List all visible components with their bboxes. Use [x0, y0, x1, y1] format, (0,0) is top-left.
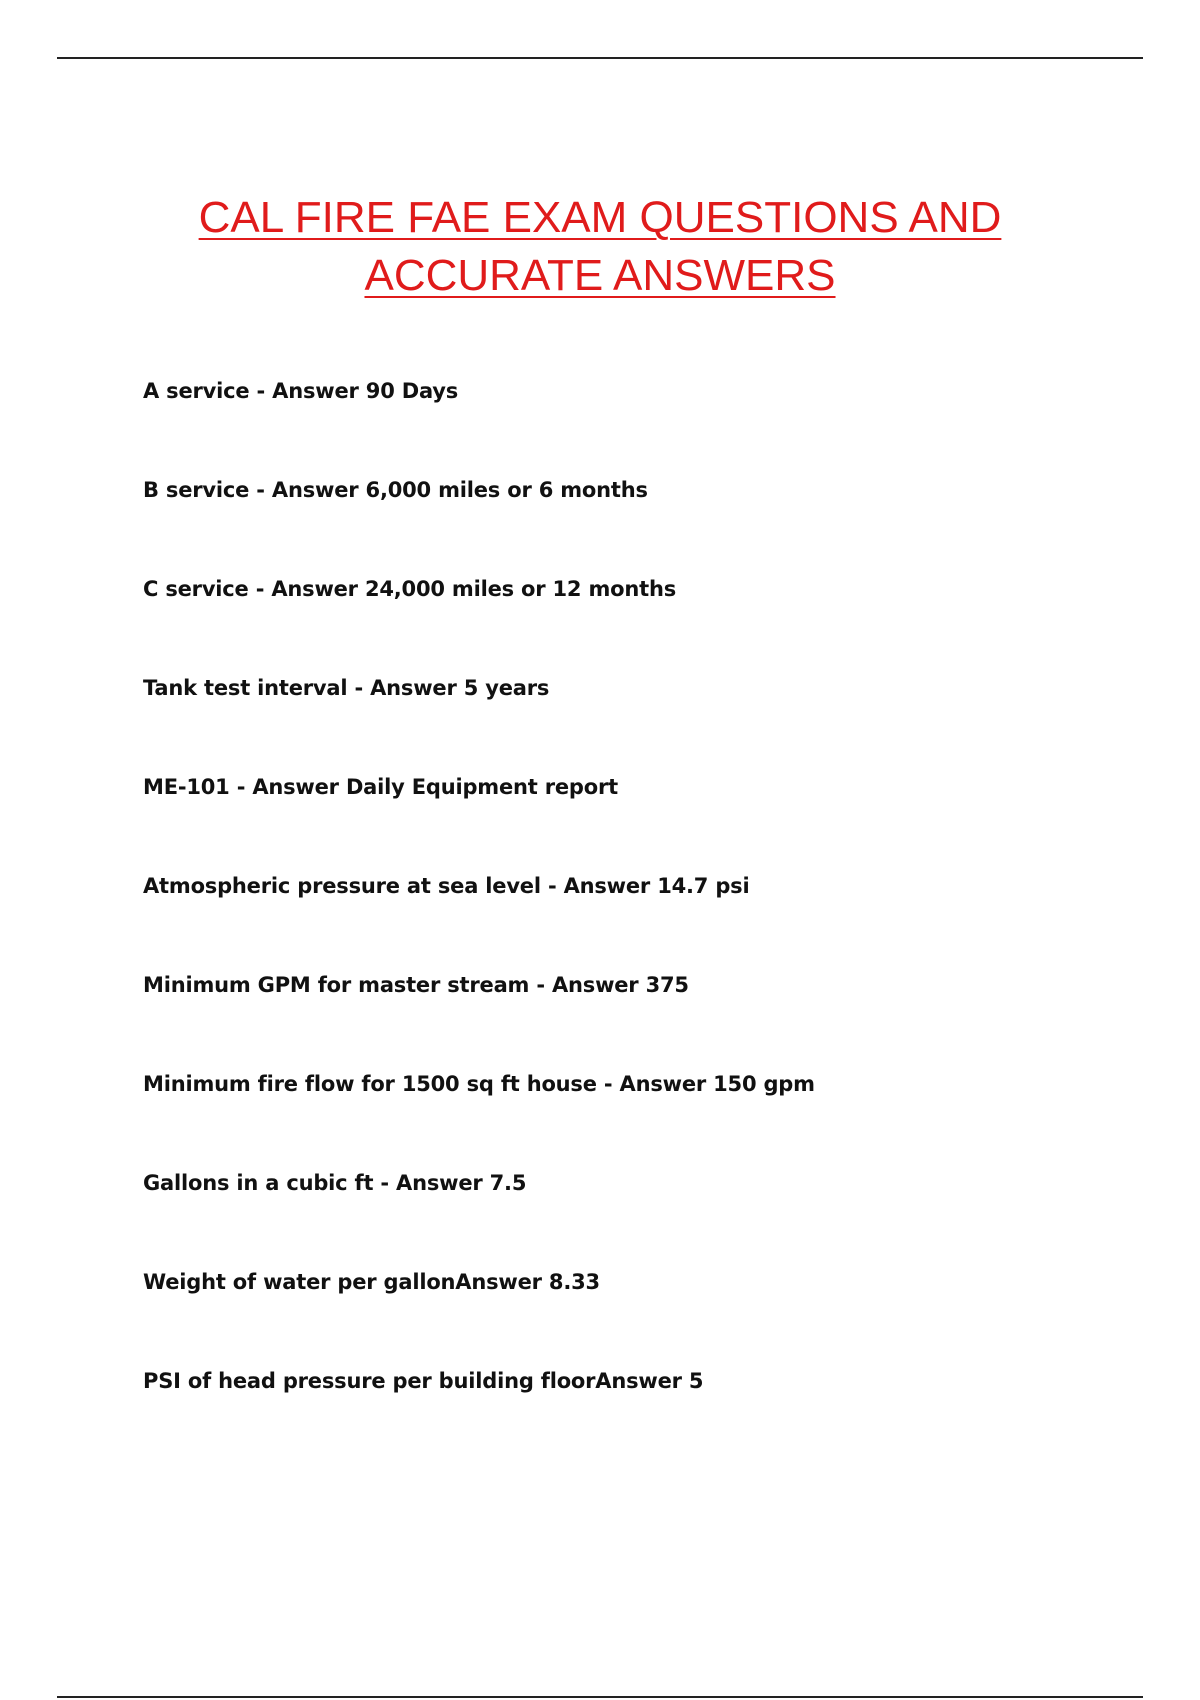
- bottom-divider: [57, 1696, 1143, 1698]
- qa-item: PSI of head pressure per building floorAnswer 5: [143, 1369, 704, 1393]
- qa-item: Weight of water per gallonAnswer 8.33: [143, 1270, 600, 1294]
- qa-item: B service - Answer 6,000 miles or 6 months: [143, 478, 648, 502]
- qa-list: [143, 376, 1093, 1465]
- qa-item: Minimum fire flow for 1500 sq ft house - Answer 150 gpm: [143, 1072, 815, 1096]
- document-title: [57, 189, 1143, 305]
- qa-item: Tank test interval - Answer 5 years: [143, 676, 550, 700]
- top-divider: [57, 57, 1143, 59]
- qa-item: A service - Answer 90 Days: [143, 379, 459, 403]
- qa-item: Minimum GPM for master stream - Answer 375: [143, 973, 689, 997]
- title-line-2: ACCURATE ANSWERS: [364, 251, 836, 300]
- qa-item: C service - Answer 24,000 miles or 12 months: [143, 577, 677, 601]
- title-line-1: CAL FIRE FAE EXAM QUESTIONS AND: [198, 193, 1002, 242]
- qa-item: ME-101 - Answer Daily Equipment report: [143, 775, 618, 799]
- qa-item: Atmospheric pressure at sea level - Answer 14.7 psi: [143, 874, 750, 898]
- qa-item: Gallons in a cubic ft - Answer 7.5: [143, 1171, 527, 1195]
